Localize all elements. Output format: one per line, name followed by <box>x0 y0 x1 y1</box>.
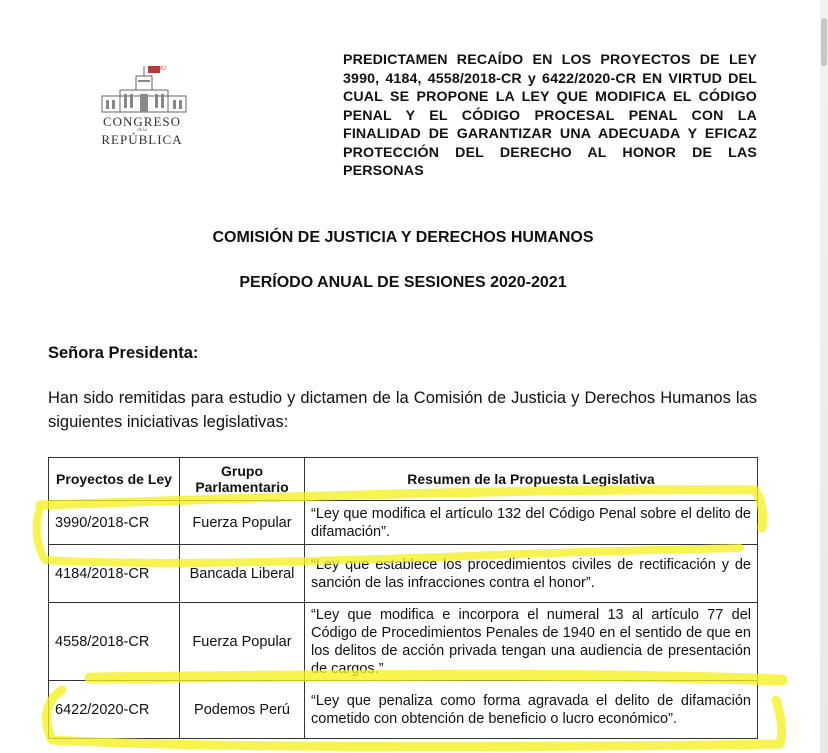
salutation: Señora Presidenta: <box>48 344 199 362</box>
logo-text-congreso: CONGRESO <box>102 114 182 129</box>
cell-group: Fuerza Popular <box>180 603 305 681</box>
table-row <box>49 545 758 603</box>
cell-project: 6422/2020-CR <box>49 681 180 739</box>
cell-project: 3990/2018-CR <box>49 501 180 545</box>
intro-paragraph: Han sido remitidas para estudio y dictamen de la Comisión de Justicia y Derechos Humanos las siguientes iniciativas legislativas: <box>48 389 757 431</box>
table-header-row <box>49 458 758 501</box>
cell-group: Podemos Perú <box>180 681 305 739</box>
header-grupo: Grupo Parlamentario <box>180 458 305 501</box>
projects-table <box>48 457 758 739</box>
cell-summary: “Ley que establece los procedimientos civiles de rectificación y de sanción de las infracciones contra el honor”. <box>305 545 758 603</box>
scrollbar-thumb[interactable] <box>821 18 827 66</box>
logo-text-de-la: de la <box>137 128 147 133</box>
cell-summary: “Ley que modifica el artículo 132 del Código Penal sobre el delito de difamación”. <box>305 501 758 545</box>
logo-text-republica: REPÚBLICA <box>101 132 183 147</box>
cell-summary: “Ley que modifica e incorpora el numeral 13 al artículo 77 del Código de Procedimientos Penales de 1940 en el sentido de que en los delitos de acción privada tengan una audiencia de presentación de cargos.” <box>305 603 758 681</box>
table-row <box>49 501 758 545</box>
cell-project: 4558/2018-CR <box>49 603 180 681</box>
commission-heading: COMISIÓN DE JUSTICIA Y DERECHOS HUMANOS <box>212 229 594 246</box>
period-heading: PERÍODO ANUAL DE SESIONES 2020-2021 <box>239 274 567 291</box>
cell-group: Bancada Liberal <box>180 545 305 603</box>
header-resumen: Resumen de la Propuesta Legislativa <box>305 458 758 501</box>
vertical-scrollbar[interactable] <box>820 0 828 753</box>
header-proyectos: Proyectos de Ley <box>49 458 180 501</box>
cell-summary: “Ley que penaliza como forma agravada el delito de difamación cometido con obtención de beneficio o lucro económico”. <box>305 681 758 739</box>
cell-group: Fuerza Popular <box>180 501 305 545</box>
cell-project: 4184/2018-CR <box>49 545 180 603</box>
logo-country: PERÚ <box>152 66 166 72</box>
table-row <box>49 603 758 681</box>
table-row <box>49 681 758 739</box>
predictamen-title: PREDICTAMEN RECAÍDO EN LOS PROYECTOS DE LEY 3990, 4184, 4558/2018-CR y 6422/2020-CR EN VIRTUD DEL CUAL SE PROPONE LA LEY QUE MODIFICA EL CÓDIGO PENAL Y EL CÓDIGO PROCESAL PENAL CON LA FINALIDAD DE GARANTIZAR UNA ADECUADA Y EFICAZ PROTECCIÓN DEL DERECHO AL HONOR DE LAS PERSONAS <box>343 52 757 179</box>
